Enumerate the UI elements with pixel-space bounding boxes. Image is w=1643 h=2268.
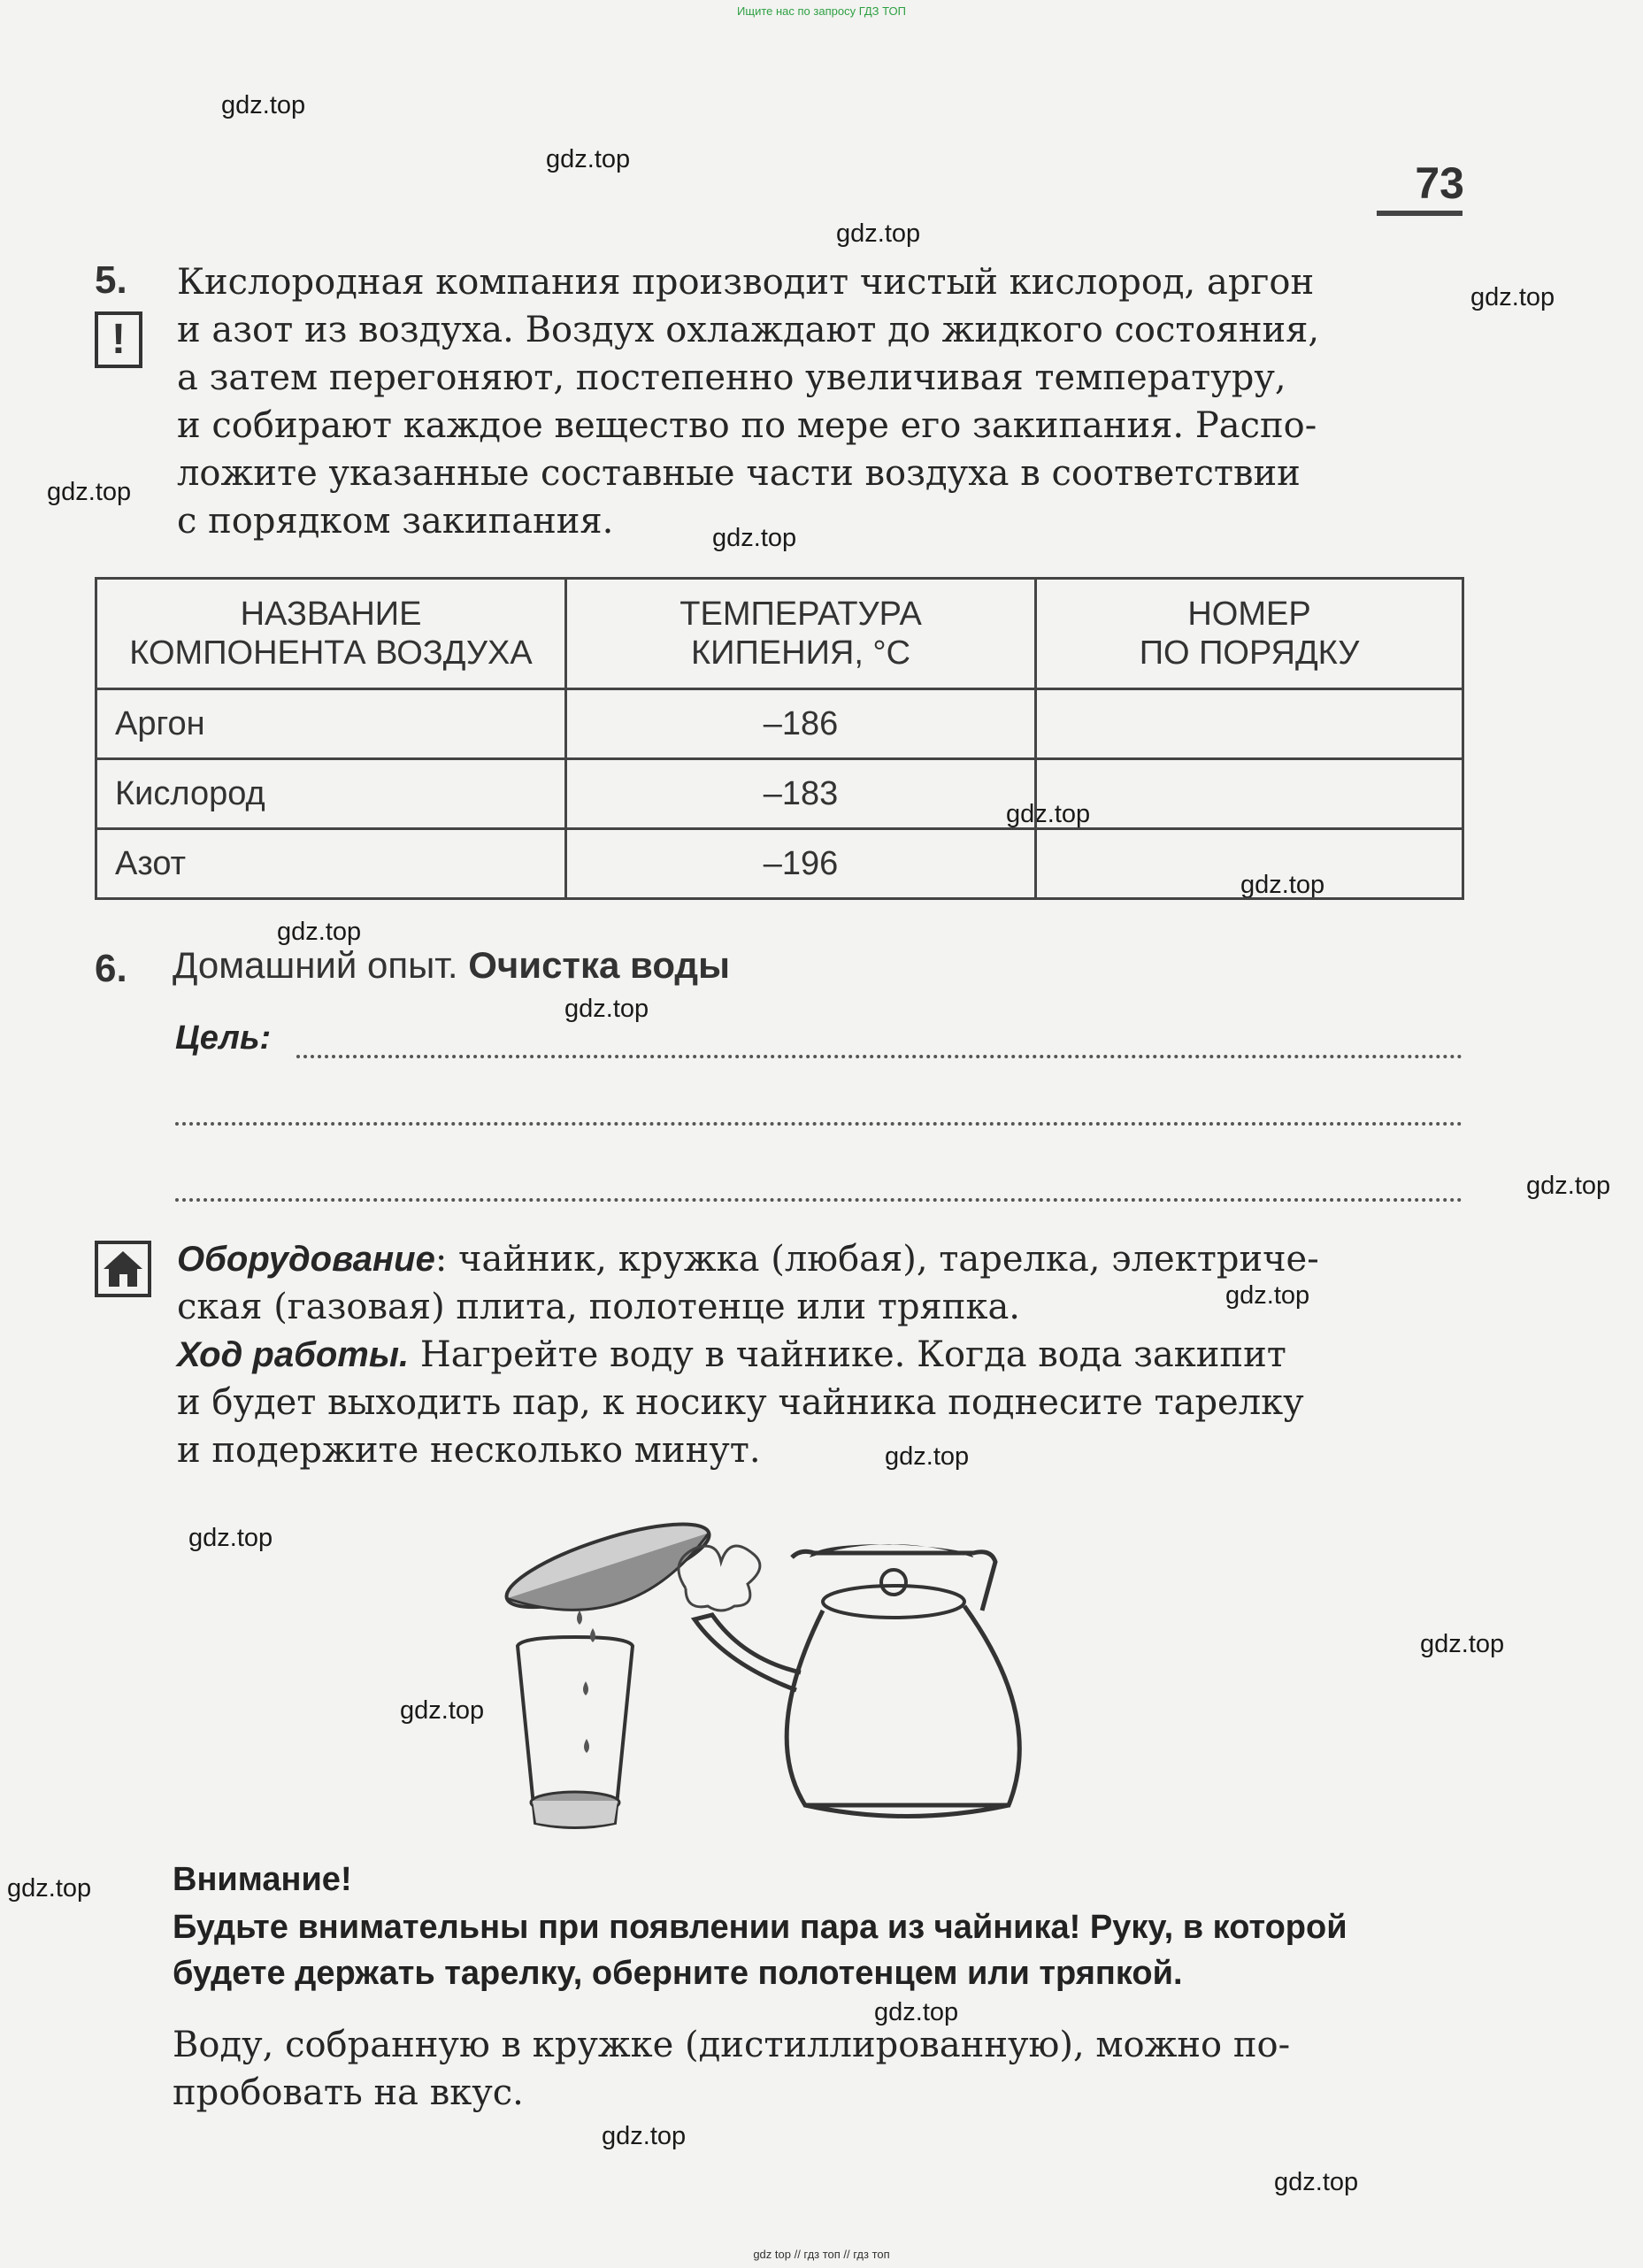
top-note: Ищите нас по запросу ГДЗ ТОП xyxy=(737,4,906,18)
watermark: gdz.top xyxy=(885,1442,970,1471)
table-row xyxy=(96,689,1463,759)
goal-label-wrap: Цель: xyxy=(175,1019,272,1057)
watermark: gdz.top xyxy=(836,219,921,248)
table-row xyxy=(96,829,1463,899)
cell-order-input[interactable] xyxy=(1036,759,1463,829)
watermark: gdz.top xyxy=(1225,1281,1310,1310)
task5-line: Кислородная компания производит чистый кислород, аргон xyxy=(177,262,1315,303)
air-components-table xyxy=(95,577,1464,900)
task5-line: с порядком закипания. xyxy=(177,501,614,542)
goal-answer-line[interactable] xyxy=(175,1198,1463,1202)
watermark: gdz.top xyxy=(1240,871,1325,899)
watermark: gdz.top xyxy=(400,1696,485,1725)
task6-body: Оборудование: чайник, кружка (любая), тарелка, электриче- ская (газовая) плита, полотенце или тряпка. Ход работы. Нагрейте воду в чайнике. Когда вода закипит и будет выходить пар, к носику чайника поднесите тарелку и подержите несколько минут. xyxy=(177,1239,1319,1471)
cell-name: Кислород xyxy=(96,759,566,829)
watermark: gdz.top xyxy=(1470,283,1555,311)
kettle-icon xyxy=(695,1544,1019,1817)
page-number: 73 xyxy=(1415,158,1464,208)
experiment-illustration xyxy=(495,1504,1132,1832)
table-header-row xyxy=(96,579,1463,689)
watermark: gdz.top xyxy=(564,995,649,1023)
task5-line: ложите указанные составные части воздуха в соответствии xyxy=(177,453,1301,494)
watermark: gdz.top xyxy=(47,478,132,506)
cell-name: Аргон xyxy=(96,689,566,759)
task6-title xyxy=(173,944,730,987)
watermark: gdz.top xyxy=(221,91,306,119)
task5-text xyxy=(177,258,1462,545)
exclamation-icon: ! xyxy=(95,311,142,368)
page-number-rule xyxy=(1377,211,1463,216)
watermark: gdz.top xyxy=(1526,1172,1611,1200)
equipment-label: Оборудование xyxy=(177,1240,435,1279)
header-boiling-temp: ТЕМПЕРАТУРА КИПЕНИЯ, °С xyxy=(566,579,1036,689)
home-icon xyxy=(95,1241,151,1297)
task5-line: а затем перегоняют, постепенно увеличивая температуру, xyxy=(177,357,1286,398)
cell-temp: –183 xyxy=(566,759,1036,829)
final-text: Воду, собранную в кружке (дистиллированную), можно по- пробовать на вкус. xyxy=(173,2025,1291,2113)
watermark: gdz.top xyxy=(874,1998,959,2026)
header-order-number: НОМЕР ПО ПОРЯДКУ xyxy=(1036,579,1463,689)
task6-title-regular: Домашний опыт. xyxy=(173,944,458,986)
watermark: gdz.top xyxy=(546,145,631,173)
watermark: gdz.top xyxy=(277,918,362,946)
table-row xyxy=(96,759,1463,829)
watermark: gdz.top xyxy=(1274,2168,1359,2196)
watermark: gdz.top xyxy=(1420,1630,1505,1658)
watermark: gdz.top xyxy=(602,2122,687,2150)
task5-line: и азот из воздуха. Воздух охлаждают до жидкого состояния, xyxy=(177,310,1320,350)
cell-order-input[interactable] xyxy=(1036,829,1463,899)
attention-line: будете держать тарелку, оберните полотенцем или тряпкой. xyxy=(173,1955,1183,1992)
watermark: gdz.top xyxy=(712,524,797,552)
cell-order-input[interactable] xyxy=(1036,689,1463,759)
cell-temp: –196 xyxy=(566,829,1036,899)
task5-line: и собирают каждое вещество по мере его закипания. Распо- xyxy=(177,405,1317,446)
attention-line: Будьте внимательны при появлении пара из чайника! Руку, в которой xyxy=(173,1909,1347,1946)
task6-number: 6. xyxy=(95,947,127,990)
plate-icon xyxy=(499,1508,721,1636)
watermark: gdz.top xyxy=(7,1874,92,1903)
watermark: gdz.top xyxy=(188,1524,273,1552)
header-component-name: НАЗВАНИЕ КОМПОНЕНТА ВОЗДУХА xyxy=(96,579,566,689)
attention-title: Внимание! xyxy=(173,1861,352,1898)
goal-label: Цель xyxy=(175,1019,260,1057)
goal-answer-line[interactable] xyxy=(175,1122,1463,1126)
task6-title-bold: Очистка воды xyxy=(468,944,730,986)
cell-temp: –186 xyxy=(566,689,1036,759)
bottom-note: gdz top // гдз топ // гдз топ xyxy=(753,2248,890,2261)
watermark: gdz.top xyxy=(1006,800,1091,828)
goal-answer-line[interactable] xyxy=(296,1055,1463,1058)
procedure-label: Ход работы. xyxy=(177,1335,410,1374)
task5-number: 5. xyxy=(95,258,127,302)
cell-name: Азот xyxy=(96,829,566,899)
